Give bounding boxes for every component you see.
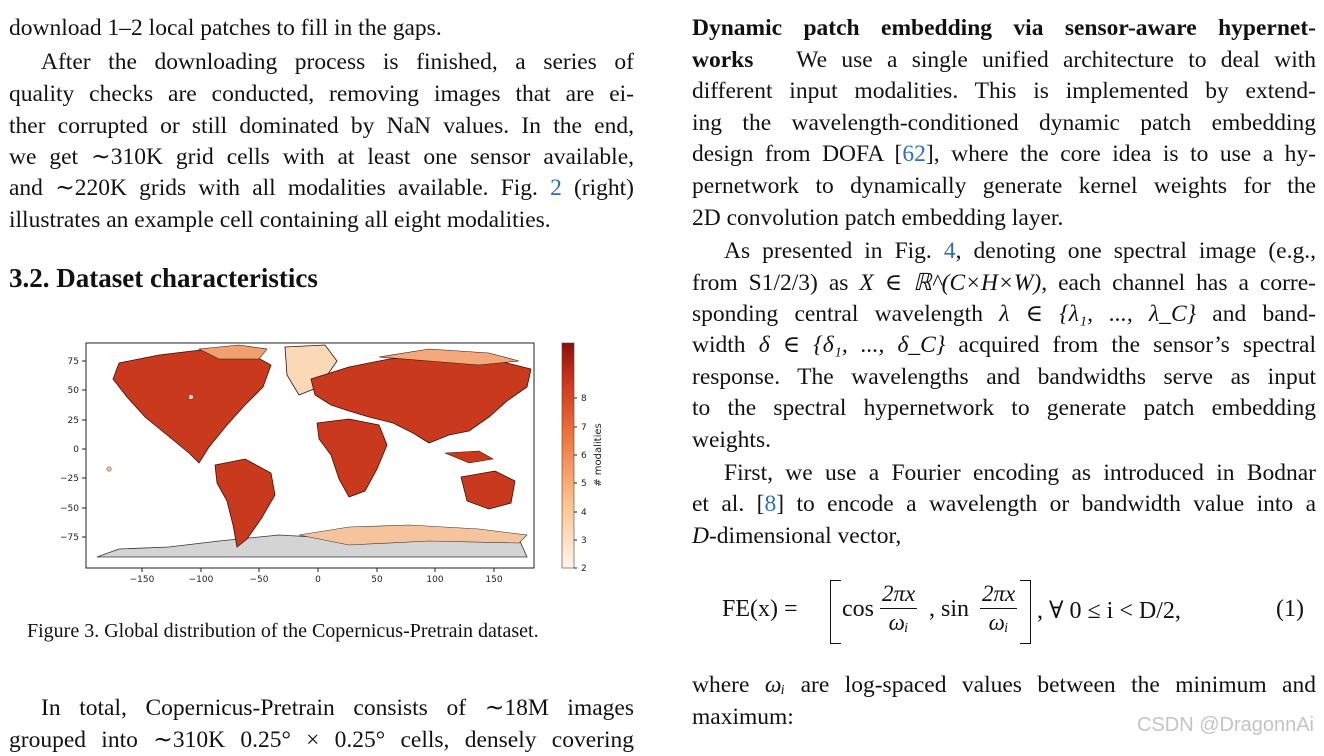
right-bracket — [1020, 580, 1031, 644]
body-text-line: 2D convolution patch embedding layer. — [692, 205, 1064, 231]
inline-math: δ ∈ {δ₁, ..., δ_C} — [758, 332, 946, 358]
body-text-line: pernetwork to dynamically generate kernel weights for the — [692, 173, 1316, 199]
paragraph-heading-end: works — [692, 47, 754, 73]
body-text-line: we get ∼310K grid cells with at least one sensor available, — [9, 144, 634, 170]
equation-condition: , ∀ 0 ≤ i < D/2, — [1037, 598, 1181, 624]
body-text-line: works We use a single unified architecture to deal with — [692, 47, 1317, 73]
colorbar — [562, 343, 574, 568]
x-tick-label: 100 — [426, 575, 444, 585]
colorbar-ticks — [574, 394, 587, 574]
body-text-line: ther corrupted or still dominated by NaN values. In the end, — [9, 113, 634, 139]
figure-reference-link[interactable]: 4 — [943, 238, 956, 264]
body-text-line: different input modalities. This is implemented by extend- — [692, 78, 1316, 104]
equation-fraction: $\frac{2\pi x}{\text{ωᵢ}}$ — [882, 581, 916, 635]
body-text-line: ing the wavelength-conditioned dynamic patch embedding — [692, 110, 1316, 136]
x-tick-label: −150 — [129, 575, 155, 585]
colorbar-tick-label: 5 — [581, 479, 587, 489]
body-text-line: D-dimensional vector, — [692, 523, 902, 549]
equation-lhs: FE(x) = — [722, 596, 798, 622]
citation-link[interactable]: 8 — [764, 491, 777, 517]
colorbar-tick-label: 8 — [581, 394, 587, 404]
x-tick-label: −100 — [188, 575, 214, 585]
citation-link[interactable]: 62 — [902, 141, 926, 167]
x-axis — [130, 568, 503, 585]
equation-sin: , sin — [929, 596, 970, 622]
body-text-line: width δ ∈ {δ₁, ..., δ_C} acquired from the sensor’s spectral — [692, 332, 1317, 358]
body-text-line: and ∼220K grids with all modalities available. Fig. 2 (right) — [9, 175, 634, 201]
body-text-line: sponding central wavelength λ ∈ {λ₁, ..., λ_C} and band- — [692, 301, 1316, 327]
y-tick-label: 75 — [67, 357, 79, 367]
equation-1 — [692, 580, 1316, 644]
section-heading: 3.2. Dataset characteristics — [9, 263, 318, 293]
body-text-line: First, we use a Fourier encoding as introduced in Bodnar — [724, 460, 1316, 486]
body-text-line: maximum: — [692, 704, 794, 730]
left-bracket — [830, 580, 841, 644]
y-tick-label: −50 — [60, 504, 79, 514]
y-tick-label: 25 — [67, 416, 79, 426]
inline-math: X ∈ ℝ^(C×H×W) — [859, 270, 1042, 296]
inline-math: λ ∈ {λ₁, ..., λ_C} — [999, 301, 1197, 327]
body-text-line: grouped into ∼310K 0.25° × 0.25° cells, densely covering — [9, 727, 634, 753]
body-text-line: illustrates an example cell containing all eight modalities. — [9, 207, 551, 233]
body-text-line: quality checks are conducted, removing images that are ei- — [9, 81, 634, 107]
colorbar-tick-label: 2 — [581, 564, 587, 574]
paragraph-heading: Dynamic patch embedding via sensor-aware hypernet- — [692, 15, 1316, 41]
equation-cos: cos — [842, 596, 874, 622]
figure-caption: Figure 3. Global distribution of the Copernicus-Pretrain dataset. — [27, 620, 539, 642]
body-text-line: et al. [8] to encode a wavelength or bandwidth value into a — [692, 491, 1316, 517]
colorbar-label: # modalities — [593, 423, 604, 487]
equation-number: (1) — [1276, 596, 1304, 622]
inline-math: ωᵢ — [764, 672, 786, 698]
colorbar-tick-label: 4 — [581, 508, 587, 518]
body-text-line: from S1/2/3) as X ∈ ℝ^(C×H×W), each channel has a corre- — [692, 270, 1316, 296]
body-text-line: After the downloading process is finished, a series of — [41, 49, 634, 75]
body-text-line: download 1–2 local patches to fill in the gaps. — [9, 15, 442, 41]
figure-reference-link[interactable]: 2 — [550, 175, 562, 201]
body-text-line: where ωᵢ are log-spaced values between the minimum and — [692, 672, 1316, 698]
y-tick-label: 50 — [67, 386, 79, 396]
body-text-line: design from DOFA [62], where the core idea is to use a hy- — [692, 141, 1316, 167]
body-text-line: As presented in Fig. 4, denoting one spectral image (e.g., — [724, 238, 1316, 264]
y-tick-label: −25 — [60, 474, 79, 484]
colorbar-tick-label: 3 — [581, 536, 587, 546]
x-tick-label: 150 — [485, 575, 503, 585]
y-tick-label: −75 — [60, 533, 79, 543]
colorbar-tick-label: 6 — [581, 451, 587, 461]
y-tick-label: 0 — [73, 445, 79, 455]
equation-fraction: $\frac{2\pi x}{\text{ωᵢ}}$ — [982, 581, 1016, 635]
body-text-line: response. The wavelengths and bandwidths serve as input — [692, 364, 1316, 390]
x-tick-label: 0 — [315, 575, 321, 585]
body-text-line: weights. — [692, 427, 771, 453]
y-axis — [60, 357, 86, 543]
x-tick-label: 50 — [371, 575, 383, 585]
body-text-line: In total, Copernicus-Pretrain consists of ∼18M images — [41, 695, 634, 721]
x-tick-label: −50 — [249, 575, 269, 585]
watermark: CSDN @DragonnAi — [1136, 714, 1314, 736]
body-text-line: to the spectral hypernetwork to generate patch embedding — [692, 395, 1316, 421]
world-map-figure — [49, 335, 609, 585]
colorbar-tick-label: 7 — [581, 423, 587, 433]
